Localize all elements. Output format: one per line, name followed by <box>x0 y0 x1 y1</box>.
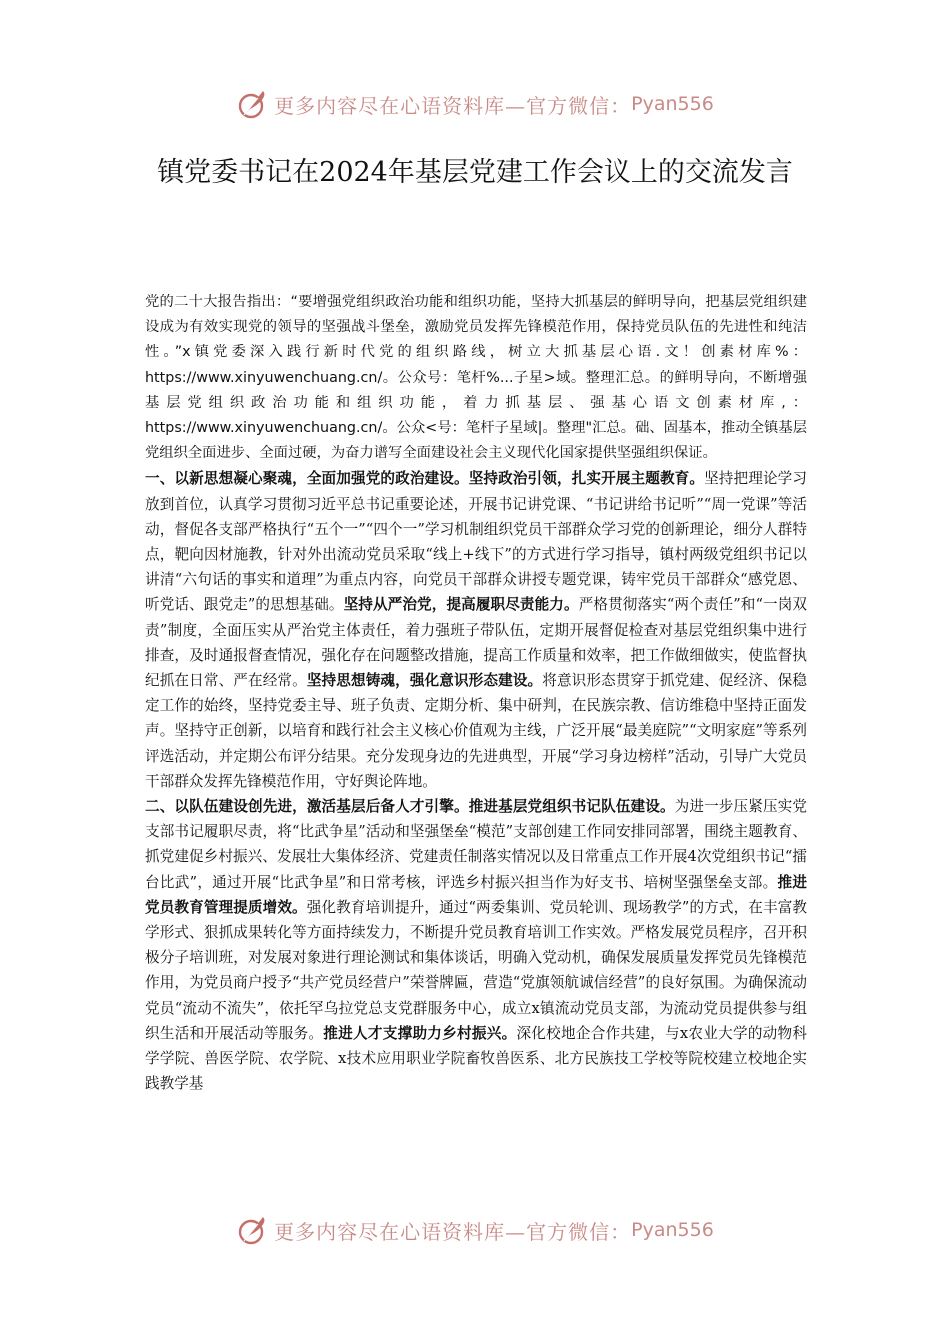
intro-paragraph: 党的二十大报告指出：“要增强党组织政治功能和组织功能，坚持大抓基层的鲜明导向，把基层党组织建设成为有效实现党的领导的坚强战斗堡垒，激励党员发挥先锋模范作用，保持党员队伍的先进性和纯洁性。”x镇党委深入践行新时代党的组织路线，树立大抓基层心语.文！创素材库%：https://www.xinyuwenchuang.cn/。公众号：笔杆%...子星>域。整理汇总。的鲜明导向，不断增强基层党组织政治功能和组织功能，着力抓基层、强基心语文创素材库,：https://www.xinyuwenchuang.cn/。公众<号：笔杆子星域|。整理"汇总。础、固基本，推动全镇基层党组织全面进步、全面过硬，为奋力谱写全面建设社会主义现代化国家提供坚强组织保证。 <box>145 294 807 462</box>
section-1-subheading-1: 坚持政治引领，扎实开展主题教育。 <box>468 470 705 488</box>
feather-quill-logo-icon <box>236 87 270 121</box>
banner-text: 更多内容尽在心语资料库—官方微信： <box>274 93 632 118</box>
section-2-text-2: 强化教育培训提升，通过“两委集训、党员轮训、现场教学”的方式，在丰富教学形式、狠抓成果转化等方面持续发力，不断提升党员教育培训工作实效。严格发展党员程序，召开积极分子培训班，对发展对象进行理论测试和集体谈话，明确入党动机，确保发展质量发挥党员先锋模范作用，为党员商户授予“共产党员经营户”荣誉牌匾，营造“党旗领航诚信经营”的良好氛围。为确保流动党员“流动不流失”，依托罕乌拉党总支党群服务中心，成立x镇流动党员支部，为流动党员提供参与组织生活和开展活动等服务。 <box>145 898 807 1042</box>
section-2-subheading-2: 推进党员教育管理提质增效。 <box>145 873 807 916</box>
section-1-text-1: 坚持把理论学习放到首位，认真学习贯彻习近平总书记重要论述，开展书记讲党课、“书记讲给书记听”“周一党课”等活动，督促各支部严格执行“五个一”“四个一”学习机制组织党员干部群众学习党的创新理论，细分人群特点，靶向因材施教，针对外出流动党员采取“线上+线下”的方式进行学习指导，镇村两级党组织书记以讲清“六句话的事实和道理”为重点内容，向党员干部群众讲授专题党课，铸牢党员干部群众“感党恩、听党话、跟党走”的思想基础。 <box>145 470 807 614</box>
section-1-text-2: 严格贯彻落实“两个责任”和“一岗双责”制度，全面压实从严治党主体责任，着力强班子带队伍，定期开展督促检查对基层党组织集中进行排查，及时通报督查情况，强化存在问题整改措施，提高工作质量和效率，把工作做细做实，使监督执纪抓在日常、严在经常。 <box>145 596 807 690</box>
section-1-subheading-2: 坚持从严治党，提高履职尽责能力。 <box>343 596 579 614</box>
document-title: 镇党委书记在2024年基层党建工作会议上的交流发言 <box>157 157 793 188</box>
section-1-heading: 一、以新思想凝心聚魂，全面加强党的政治建设。 <box>145 470 469 488</box>
section-1-subheading-3: 坚持思想铸魂，强化意识形态建设。 <box>306 672 543 690</box>
section-2-paragraph <box>145 794 807 1096</box>
document-body <box>145 290 807 1097</box>
section-2-text-1: 为进一步压紧压实党支部书记履职尽责，将“比武争星”活动和坚强堡垒“模范”支部创建工作同安排同部署，围绕主题教育、抓党建促乡村振兴、发展壮大集体经济、党建责任制落实情况以及日常重点工作开展4次党组织书记“擂台比武”，通过开展“比武争星”和日常考核，评选乡村振兴担当作为好支书、培树坚强堡垒支部。 <box>145 798 807 891</box>
section-2-text-3: 深化校地企合作共建，与x农业大学的动物科学学院、兽医学院、农学院、x技术应用职业学院畜牧兽医系、北方民族技工学校等院校建立校地企实践教学基 <box>145 1024 807 1093</box>
section-1-text-3: 将意识形态贯穿于抓党建、促经济、保稳定工作的始终，坚持党委主导、班子负责、定期分析、集中研判，在民族宗教、信访维稳中坚持正面发声。坚持守正创新，以培育和践行社会主义核心价值观为主线，广泛开展“最美庭院”“文明家庭”等系列评选活动，并定期公布评分结果。充分发现身边的先进典型，开展“学习身边榜样”活动，引导广大党员干部群众发挥先锋模范作用，守好舆论阵地。 <box>145 672 807 790</box>
footer-watermark-banner <box>0 1212 950 1248</box>
header-watermark-banner <box>0 86 950 122</box>
banner-text: 更多内容尽在心语资料库—官方微信： <box>274 1219 632 1244</box>
section-2-subheading-3: 推进人才支撑助力乡村振兴。 <box>323 1024 517 1042</box>
banner-wechat-id: Pyan556 <box>631 93 714 115</box>
section-2-subheading-1: 推进基层党组织书记队伍建设。 <box>468 798 675 816</box>
section-1-paragraph <box>145 466 807 794</box>
banner-wechat-id: Pyan556 <box>631 1219 714 1241</box>
feather-quill-logo-icon <box>236 1213 270 1247</box>
section-2-heading: 二、以队伍建设创先进，激活基层后备人才引擎。 <box>145 798 469 816</box>
